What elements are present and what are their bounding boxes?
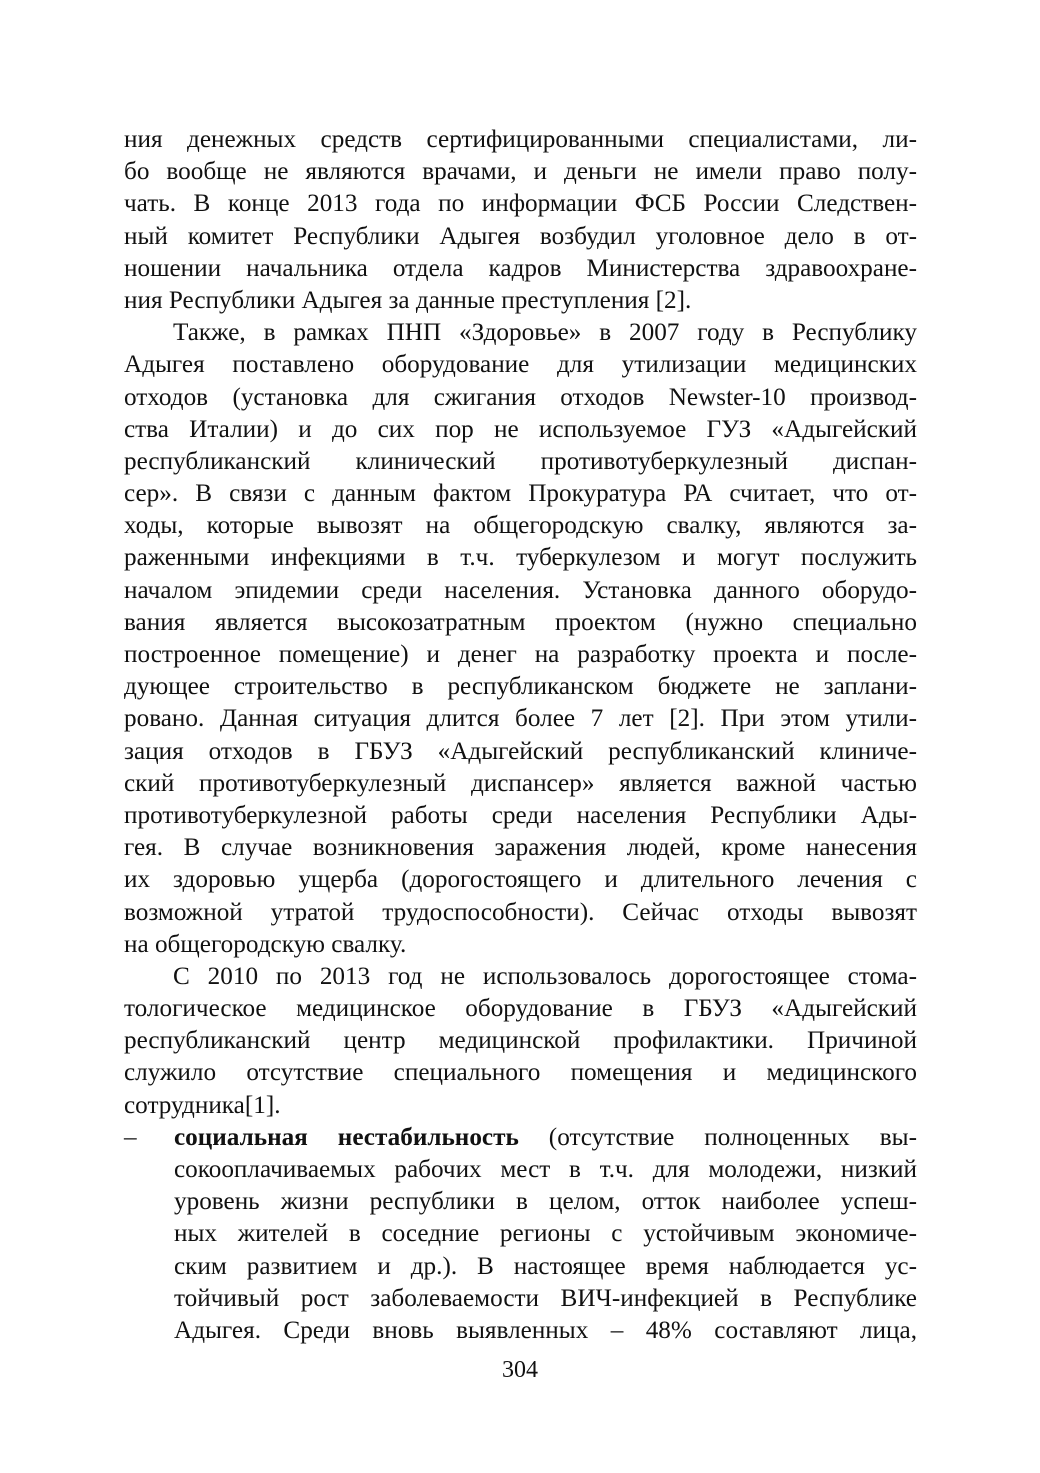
text-line: Адыгея. Среди вновь выявленных – 48% составляют лица, [174, 1316, 917, 1344]
bullet-item-social-instability [124, 1122, 917, 1347]
text-line: ходы, которые вывозят на общегородскую свалку, являются за- [124, 512, 917, 540]
text-line: ношении начальника отдела кадров Министерства здравоохране- [124, 254, 917, 282]
text-line: вания является высокозатратным проектом (нужно специально [124, 608, 917, 636]
text-line [124, 1122, 917, 1154]
paragraph-dental-equipment [124, 961, 917, 1122]
text-line: ским развитием и др.). В настоящее время наблюдается ус- [174, 1252, 917, 1280]
text-fragment: (отсутствие полноценных вы- [518, 1123, 917, 1151]
bold-term: социальная нестабильность [174, 1123, 519, 1151]
bullet-dash: – [124, 1123, 137, 1151]
text-line: республиканский центр медицинской профилактики. Причиной [124, 1027, 917, 1055]
text-line: сотрудника[1]. [124, 1091, 281, 1119]
text-line: чать. В конце 2013 года по информации ФСБ России Следствен- [124, 190, 917, 218]
text-line: на общегородскую свалку. [124, 930, 407, 958]
paragraph-medical-waste [124, 317, 917, 961]
text-line: служило отсутствие специального помещения и медицинского [124, 1059, 917, 1087]
text-line: зация отходов в ГБУЗ «Адыгейский республиканский клиниче- [124, 737, 917, 765]
text-line: республиканский клинический противотуберкулезный диспан- [124, 447, 917, 475]
text-line: ных жителей в соседние регионы с устойчивым экономиче- [174, 1220, 917, 1248]
page-number: 304 [502, 1357, 538, 1383]
text-line: отходов (установка для сжигания отходов Newster-10 производ- [124, 383, 917, 411]
text-line: тойчивый рост заболеваемости ВИЧ-инфекцией в Республике [174, 1284, 917, 1312]
text-line: ный комитет Республики Адыгея возбудил уголовное дело в от- [124, 222, 917, 250]
page-body [124, 124, 917, 1347]
text-line: ства Италии) и до сих пор не используемое ГУЗ «Адыгейский [124, 415, 917, 443]
text-line: ровано. Данная ситуация длится более 7 лет [2]. При этом утили- [124, 705, 917, 733]
text-line: ский противотуберкулезный диспансер» является важной частью [124, 769, 917, 797]
text-line: возможной утратой трудоспособности). Сейчас отходы вывозят [124, 898, 917, 926]
text-line: уровень жизни республики в целом, отток наиболее успеш- [174, 1188, 917, 1216]
text-line: противотуберкулезной работы среди населения Республики Ады- [124, 801, 917, 829]
text-line: сокооплачиваемых рабочих мест в т.ч. для молодежи, низкий [174, 1156, 917, 1183]
text-line: тологическое медицинское оборудование в ГБУЗ «Адыгейский [124, 995, 917, 1023]
text-line: дующее строительство в республиканском бюджете не заплани- [124, 673, 917, 701]
text-line: построенное помещение) и денег на разработку проекта и после- [124, 641, 917, 668]
text-line: началом эпидемии среди населения. Установка данного оборудо- [124, 576, 917, 604]
text-line: их здоровью ущерба (дорогостоящего и длительного лечения с [124, 866, 917, 894]
paragraph-continuation [124, 124, 917, 317]
text-line: гея. В случае возникновения заражения людей, кроме нанесения [124, 834, 917, 862]
text-line: Также, в рамках ПНП «Здоровье» в 2007 году в Республику [173, 319, 917, 347]
text-line: Адыгея поставлено оборудование для утилизации медицинских [124, 351, 917, 379]
text-line: ния Республики Адыгея за данные преступления [2]. [124, 286, 692, 314]
text-line: ния денежных средств сертифицированными специалистами, ли- [124, 126, 917, 153]
text-line: раженными инфекциями в т.ч. туберкулезом и могут послужить [124, 544, 917, 572]
text-line: сер». В связи с данным фактом Прокуратура РА считает, что от- [124, 480, 917, 508]
text-line: С 2010 по 2013 год не использовалось дорогостоящее стома- [173, 962, 917, 990]
text-line: бо вообще не являются врачами, и деньги не имели право полу- [124, 158, 917, 186]
